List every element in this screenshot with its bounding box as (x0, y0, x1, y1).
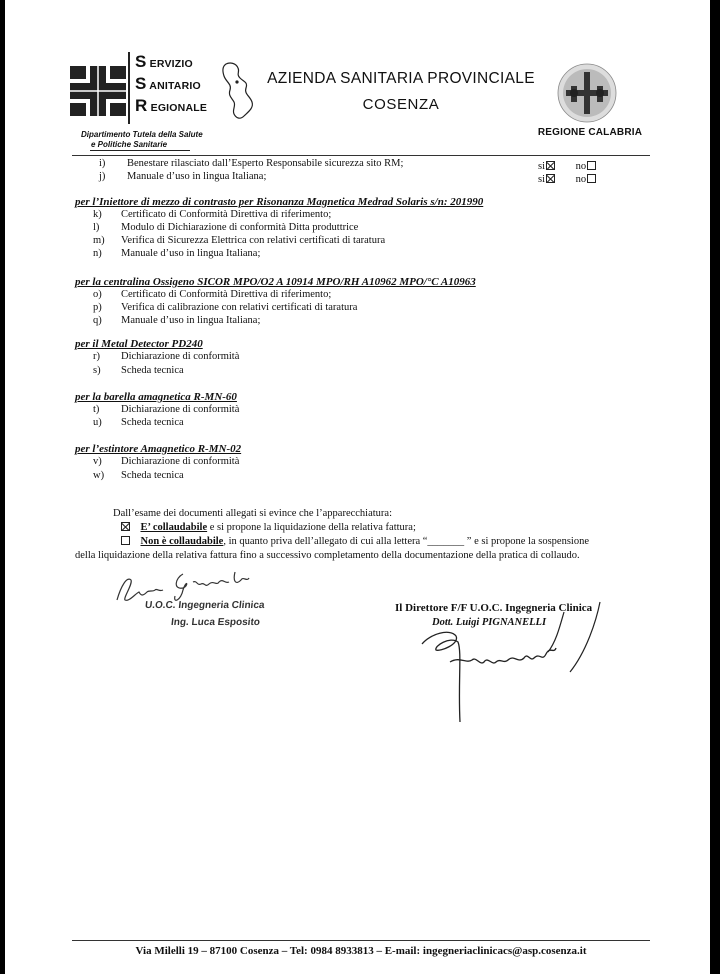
right-handwritten-signature (410, 592, 640, 732)
agency-subtitle: COSENZA (362, 96, 440, 113)
left-handwritten-signature (113, 560, 283, 620)
region-label: REGIONE CALABRIA (537, 127, 643, 138)
agency-title: AZIENDA SANITARIA PROVINCIALE (267, 70, 535, 87)
ssr-cross-logo (70, 66, 126, 116)
no-checkbox[interactable] (587, 174, 596, 183)
si-checkbox[interactable] (546, 174, 555, 183)
footer-contact: Via Milelli 19 – 87100 Cosenza – Tel: 0984 8933813 – E-mail: ingegneriaclinicacs@asp.cosenza.it (135, 945, 587, 957)
yes-no-choice: si no (538, 161, 596, 172)
section-heading: per l’Iniettore di mezzo di contrasto per Risonanza Magnetica Medrad Solaris s/n: 201990 (75, 196, 484, 208)
section-heading: per la centralina Ossigeno SICOR MPO/O2 A 10914 MPO/RH A10962 MPO/°C A10963 (75, 276, 476, 288)
document-page: S ERVIZIO S ANITARIO R EGIONALE AZIENDA SANITARIA PROVINCIALE COSENZA REGIONE CALABRIA Dipartimento Tutela della Salute e Politiche Sanitarie i) Benestare rilasciato dall’Esperto Responsabile sicurezza sito RM; si no j) Manuale d’uso in lingua Italiana; si no per l’Iniettore di mezzo di contrasto per Risonanza Magnetica Medrad Solaris s/n: 201990 k) Certificato di Conformità Direttiva di riferimento; l) Modulo di Dichiarazione di conformità Ditta produttrice m) Verifica di Sicurezza Elettrica con relativi certificati di taratura n) Manuale d’uso in lingua Italiana; per la centralina Ossigeno SICOR MPO/O2 A 10914 MPO/RH A10962 MPO/°C A10963 o) Certificato di Conformità Direttiva di riferimento; p) Verifica di calibrazione con relativi certificati di taratura q) Manuale d’uso in lingua Italiana; per il Metal Detector PD240 r) Dichiarazione di conformità s) Scheda tecnica per la barella amagnetica R-MN-60 t) Dichiarazione di conformità u) Scheda tecnica per l’estintore Amagnetico R-MN-02 v) Dichiarazione di conformità w) Scheda tecnica Dall’esame dei documenti allegati si evince che l’apparecchiatura: E’ collaudabile e si propone la liquidazione della relativa fattura; Non è collaudabile, in quanto priva dell’allegato di cui alla lettera “_______ ” e si propone la sospensione della liquidazione della relativa fattura fino a successivo completamento della documentazione della pratica di collaudo. U.O.C. Ingegneria Clinica Ing. Luca Esposito Il Direttore F/F U.O.C. Ingegneria Clinica Dott. Luigi PIGNANELLI Via Milelli 19 – 87100 Cosenza – Tel: 0984 8933813 – E-mail: ingegneriaclinicacs@asp.cosenza.it (5, 0, 710, 974)
no-checkbox[interactable] (587, 161, 596, 170)
department-line2: e Politiche Sanitarie (91, 140, 168, 149)
option-collaudabile: E’ collaudabile e si propone la liquidazione della relativa fattura; (120, 522, 416, 533)
ssr-line-servizio: S ERVIZIO (135, 52, 193, 71)
option-non-collaudabile: Non è collaudabile, in quanto priva dell’allegato di cui alla lettera “_______ ” e si propone la sospensione (120, 536, 589, 547)
regione-calabria-emblem-icon (557, 62, 617, 124)
director-title: Il Direttore F/F U.O.C. Ingegneria Clinica (395, 602, 593, 614)
collaudabile-checkbox[interactable] (121, 522, 130, 531)
conclusion-intro: Dall’esame dei documenti allegati si evince che l’apparecchiatura: (113, 508, 392, 519)
footer-rule (72, 940, 650, 941)
ssr-line-regionale: R EGIONALE (135, 96, 208, 115)
ssr-line-sanitario: S ANITARIO (135, 74, 201, 93)
header-rule (72, 155, 650, 156)
calabria-map-icon (220, 60, 256, 122)
non-collaudabile-checkbox[interactable] (121, 536, 130, 545)
conclusion-line2: della liquidazione della relativa fattura fino a successivo completamento della documentazione della pratica di collaudo. (75, 550, 580, 561)
section-heading: per l’estintore Amagnetico R-MN-02 (75, 443, 242, 455)
section-heading: per la barella amagnetica R-MN-60 (75, 391, 237, 403)
department-underline (90, 150, 190, 151)
left-stamp-line2: Ing. Luca Esposito (170, 617, 261, 628)
director-name: Dott. Luigi PIGNANELLI (432, 617, 547, 628)
department-line1: Dipartimento Tutela della Salute (81, 130, 203, 139)
left-stamp-line1: U.O.C. Ingegneria Clinica (144, 600, 266, 611)
yes-no-choice: si no (538, 174, 596, 185)
section-heading: per il Metal Detector PD240 (75, 338, 203, 350)
si-checkbox[interactable] (546, 161, 555, 170)
